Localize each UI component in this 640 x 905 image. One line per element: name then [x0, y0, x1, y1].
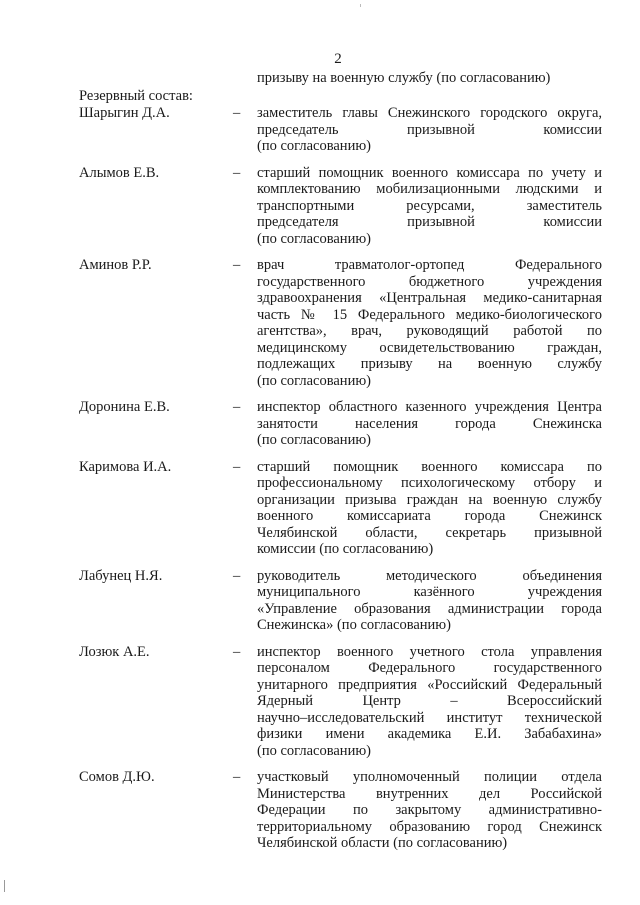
description-line: государственного бюджетного учреждения: [257, 273, 602, 290]
description-line: профессиональному психологическому отбору и: [257, 475, 602, 491]
page-number: 2: [334, 51, 342, 67]
member-name: Сомов Д.Ю.: [79, 769, 155, 785]
member-name: Лозюк А.Е.: [79, 643, 150, 660]
dash-separator: –: [233, 105, 241, 121]
description-line: комплектованию мобилизационными людскими и: [257, 181, 602, 197]
description-line: старший помощник военного комиссара по: [257, 458, 602, 475]
description-line: военного комиссариата города Снежинск: [257, 508, 602, 524]
description-line: Челябинской области (по согласованию): [257, 835, 508, 851]
member-name: Лабунец Н.Я.: [79, 567, 163, 584]
description-line: физики имени академика Е.И. Забабахина»: [257, 726, 602, 742]
description-line: (по согласованию): [257, 742, 371, 759]
description-line: унитарного предприятия «Российский Федеральный: [257, 676, 602, 693]
description-line: участковый уполномоченный полиции отдела: [257, 769, 602, 785]
description-line: врач травматолог-ортопед Федерального: [257, 257, 602, 273]
description-line: Снежинска» (по согласованию): [257, 617, 451, 633]
member-row: [79, 644, 602, 760]
member-name: Шарыгин Д.А.: [79, 105, 170, 121]
description-line: (по согласованию): [257, 138, 371, 154]
member-row: [79, 257, 602, 389]
member-description: [257, 459, 602, 558]
description-line: (по согласованию): [257, 372, 371, 389]
description-line: занятости населения города Снежинска: [257, 415, 602, 432]
description-line: (по согласованию): [257, 432, 371, 448]
member-description: [257, 165, 602, 248]
description-line: Министерства внутренних дел Российской: [257, 785, 602, 802]
dash-separator: –: [233, 643, 241, 660]
members-list: [79, 105, 602, 852]
description-line: (по согласованию): [257, 230, 371, 247]
description-line: подлежащих призыву на военную службу: [257, 356, 602, 372]
description-line: «Управление образования администрации города: [257, 600, 602, 617]
dash-separator: –: [233, 164, 241, 181]
member-description: [257, 644, 602, 760]
description-line: инспектор областного казенного учреждения Центра: [257, 399, 602, 415]
scan-artifact-left: [4, 880, 5, 892]
member-row: [79, 568, 602, 634]
description-line: председатель призывной комиссии: [257, 121, 602, 138]
member-description: [257, 105, 602, 155]
dash-separator: –: [233, 769, 241, 785]
member-description: [257, 257, 602, 389]
description-line: здравоохранения «Центральная медико-санитарная: [257, 290, 602, 306]
member-description: [257, 568, 602, 634]
continuation-line: призыву на военную службу (по согласованию): [257, 70, 551, 86]
member-row: [79, 769, 602, 852]
description-line: часть № 15 Федерального медико-биологического: [257, 306, 602, 323]
dash-separator: –: [233, 257, 241, 273]
dash-separator: –: [233, 399, 241, 415]
dash-separator: –: [233, 567, 241, 584]
member-row: [79, 459, 602, 558]
member-row: [79, 399, 602, 449]
dash-separator: –: [233, 458, 241, 475]
description-line: Челябинской области, секретарь призывной: [257, 524, 602, 541]
member-description: [257, 399, 602, 449]
description-line: старший помощник военного комиссара по учету и: [257, 164, 602, 181]
description-line: персоналом Федерального государственного: [257, 660, 602, 676]
description-line: агентства», врач, руководящий работой по: [257, 323, 602, 339]
description-line: научно–исследовательский институт технической: [257, 709, 602, 726]
member-name: Алымов Е.В.: [79, 164, 160, 181]
member-name: Каримова И.А.: [79, 458, 172, 475]
description-line: председателя призывной комиссии: [257, 214, 602, 230]
description-line: Федерации по закрытому административно-: [257, 802, 602, 818]
description-line: организации призыва граждан на военную службу: [257, 491, 602, 508]
description-line: руководитель методического объединения: [257, 567, 602, 584]
description-line: заместитель главы Снежинского городского округа,: [257, 105, 602, 121]
description-line: территориальному образованию город Снежинск: [257, 818, 602, 835]
description-line: инспектор военного учетного стола управления: [257, 643, 602, 660]
description-line: транспортными ресурсами, заместитель: [257, 197, 602, 214]
scan-artifact-top: [360, 4, 361, 7]
description-line: муниципального казённого учреждения: [257, 584, 602, 600]
member-row: [79, 165, 602, 248]
description-line: комиссии (по согласованию): [257, 541, 434, 557]
member-row: [79, 105, 602, 155]
member-name: Аминов Р.Р.: [79, 257, 152, 273]
member-description: [257, 769, 602, 852]
description-line: медицинскому освидетельствованию граждан,: [257, 339, 602, 356]
description-line: Ядерный Центр – Всероссийский: [257, 693, 602, 709]
member-name: Доронина Е.В.: [79, 399, 170, 415]
section-title: Резервный состав:: [79, 88, 193, 104]
